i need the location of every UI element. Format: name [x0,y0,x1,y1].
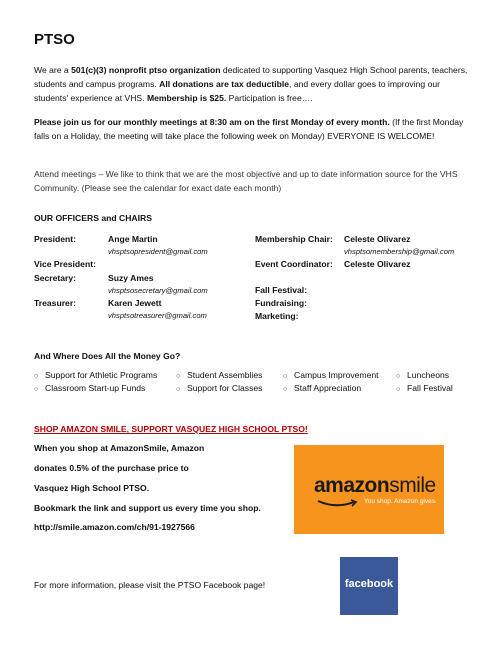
fall-festival-label: Fall Festival: [255,285,308,295]
facebook-logo[interactable] [340,557,398,615]
amazon-line-4: Bookmark the link and support us every time you shop. [34,503,261,513]
money-heading: And Where Does All the Money Go? [34,351,181,361]
amazon-line-3: Vasquez High School PTSO. [34,483,150,493]
intro-text-d: , and every dollar goes to improving our students' experience at VHS. [34,79,440,103]
meetings-bold: Please join us for our monthly meetings at 8:30 am on the first Monday of every month. [34,117,390,127]
president-email[interactable]: vhsptsopresident@gmail.com [108,247,208,256]
treasurer-email[interactable]: vhsptsotreasurer@gmail.com [108,311,207,320]
money-item-fall-festival: ○ Fall Festival [396,383,453,393]
page-title: PTSO [34,31,75,48]
secretary-label: Secretary: [34,273,77,283]
marketing-label: Marketing: [255,311,299,321]
president-label: President: [34,234,77,244]
secretary-email[interactable]: vhsptsosecretary@gmail.com [108,286,208,295]
amazon-word: amazon [314,474,390,497]
vice-president-label: Vice President: [34,259,96,269]
attend-paragraph: Attend meetings – We like to think that we are the most objective and up to date information source for the VHS Community. (Please see the calendar for exact date each month) [34,169,458,193]
fundraising-label: Fundraising: [255,298,308,308]
money-item-luncheons: ○ Luncheons [396,370,449,380]
money-item-athletic: ○ Support for Athletic Programs [34,370,157,380]
amazon-heading: SHOP AMAZON SMILE, SUPPORT VASQUEZ HIGH SCHOOL PTSO! [34,424,308,434]
intro-paragraph [34,63,474,105]
amazon-tagline: You shop. Amazon gives. [364,498,437,505]
intro-text-e: Participation is free…. [226,93,313,103]
intro-text-a: We are a [34,65,72,75]
footer-text: For more information, please visit the PTSO Facebook page! [34,580,266,590]
intro-bold-membership: Membership is $25. [146,93,227,103]
intro-bold-nonprofit: 501(c)(3) nonprofit ptso organization [71,65,221,75]
intro-text-c: dedicated to supporting Vasquez High School parents, teachers, students and campus programs. [34,65,468,89]
meetings-rest: (If the first Monday falls on a Holiday, the meeting will take place the following week on Monday) EVERYONE IS WELCOME! [34,117,464,141]
officers-heading: OUR OFFICERS and CHAIRS [34,213,152,223]
intro-bold-tax: All donations are tax deductible [159,79,290,89]
smile-word: smile [389,474,436,497]
amazon-arrow-icon [316,499,360,509]
amazon-line-1: When you shop at AmazonSmile, Amazon [34,443,205,453]
secretary-name: Suzy Ames [108,273,154,283]
membership-chair-label: Membership Chair: [255,234,333,244]
money-item-campus: ○ Campus Improvement [283,370,379,380]
treasurer-label: Treasurer: [34,298,77,308]
treasurer-name: Karen Jewett [108,298,162,308]
amazon-line-2: donates 0.5% of the purchase price to [34,463,189,473]
amazon-smile-logo[interactable] [294,445,444,534]
event-coordinator-label: Event Coordinator: [255,259,333,269]
money-item-classroom: ○ Classroom Start-up Funds [34,383,145,393]
president-name: Ange Martin [108,234,158,244]
amazon-smile-link[interactable]: http://smile.amazon.com/ch/91-1927566 [34,522,195,532]
membership-chair-name: Celeste Olivarez [344,234,411,244]
membership-email[interactable]: vhsptsomembership@gmail.com [344,247,455,256]
event-coordinator-name: Celeste Olivarez [344,259,411,269]
money-item-assemblies: ○ Student Assemblies [176,370,262,380]
money-item-classes: ○ Support for Classes [176,383,262,393]
amazon-smile-wordmark [314,474,436,498]
money-item-staff: ○ Staff Appreciation [283,383,361,393]
facebook-wordmark: facebook [344,578,394,590]
meetings-paragraph [34,115,474,143]
